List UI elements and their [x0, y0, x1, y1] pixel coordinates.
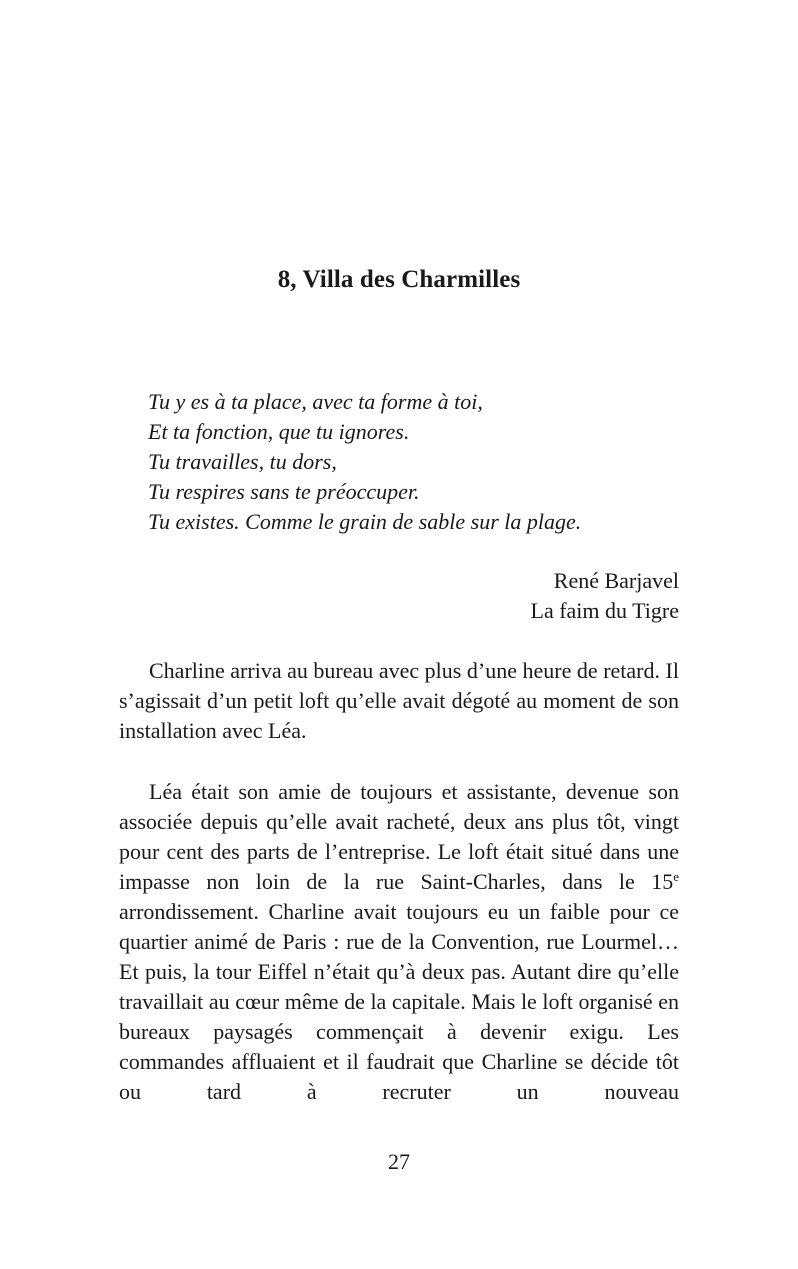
epigraph-line: Tu travailles, tu dors,	[148, 449, 337, 474]
paragraph-text-part: Léa était son amie de toujours et assistante, devenue son associée depuis qu’elle avait racheté, deux ans plus tôt, vingt pour cent des parts de l’entreprise. Le loft était situé dans une impasse non loin de la rue Saint-Charles, dans le 15	[119, 779, 679, 894]
paragraph-text	[119, 777, 679, 1107]
ordinal-superscript: e	[673, 869, 679, 884]
epigraph-author: René Barjavel	[553, 568, 679, 593]
chapter-title: 8, Villa des Charmilles	[277, 266, 521, 293]
paragraph-text: Charline arriva au bureau avec plus d’une heure de retard. Il s’agissait d’un petit loft qu’elle avait dégoté au moment de son installation avec Léa.	[119, 658, 679, 743]
paragraph-2	[119, 777, 679, 1107]
epigraph-line: Tu existes. Comme le grain de sable sur la plage.	[148, 509, 582, 534]
epigraph-source: La faim du Tigre	[530, 598, 679, 623]
paragraph-1	[119, 656, 679, 746]
epigraph	[148, 387, 688, 537]
epigraph-line: Tu y es à ta place, avec ta forme à toi,	[148, 389, 483, 414]
paragraph-text-part: arrondissement. Charline avait toujours eu un faible pour ce quartier animé de Paris : rue de la Convention, rue Lourmel… Et puis, la tour Eiffel n’était qu’à deux pas. Autant dire qu’elle travaillait au cœur même de la capitale. Mais le loft organisé en bureaux paysagés commençait à devenir exigu. Les commandes affluaient et il faudrait que Charline se décide tôt ou tard à recruter un nouveau	[119, 899, 679, 1104]
epigraph-attribution	[531, 566, 680, 626]
epigraph-line: Tu respires sans te préoccuper.	[148, 479, 420, 504]
page-number: 27	[388, 1149, 410, 1174]
epigraph-line: Et ta fonction, que tu ignores.	[148, 419, 410, 444]
